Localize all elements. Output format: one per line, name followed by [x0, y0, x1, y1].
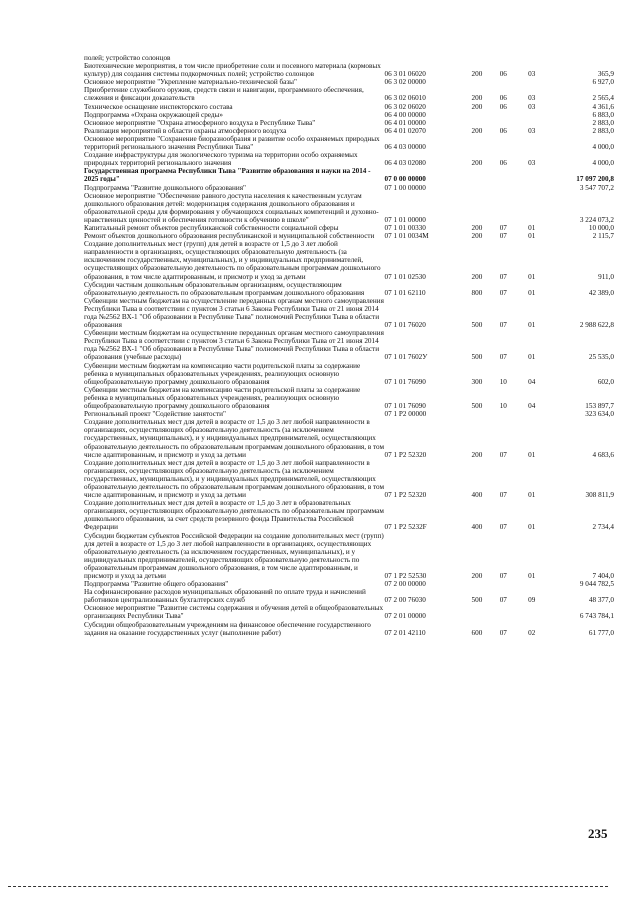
- cell-sum: 4 000,0: [592, 159, 614, 168]
- table-row: [84, 588, 614, 604]
- cell-rz: 07: [499, 450, 507, 459]
- cell-sum: 25 535,0: [588, 353, 614, 362]
- cell-name: Субсидии общеобразовательным учреждениям на финансовое обеспечение государственного задания на оказание государственных услуг (выполнение работ): [84, 620, 371, 637]
- cell-pr: 03: [528, 159, 536, 168]
- cell-kcsr: 07 1 P2 5232F: [384, 523, 427, 532]
- cell-name: Субвенции местным бюджетам на осуществление переданных органам местного самоуправления Республики Тыва в соответствии с пунктом 3 статьи 6 Закона Республики Тыва от 21 июня 2014 года №2562 ВХ-1 "Об образовании в Республике Тыва" полномочий Республики Тыва в области образования: [84, 296, 384, 330]
- cell-sum: 2 565,4: [592, 94, 614, 103]
- table-row: [84, 111, 614, 119]
- cell-kvr: 200: [471, 232, 483, 241]
- table-row: [84, 604, 614, 620]
- cell-pr: 01: [528, 491, 536, 500]
- cell-rz: 07: [499, 353, 507, 362]
- cell-sum: 6 743 784,1: [579, 612, 614, 621]
- cell-rz: [490, 111, 516, 119]
- cell-pr: [517, 78, 547, 86]
- cell-rz: 07: [499, 232, 507, 241]
- page-number: 235: [588, 826, 608, 841]
- cell-pr: [517, 604, 547, 620]
- table-row: [84, 151, 614, 167]
- table-row: [84, 418, 614, 458]
- cell-sum: 3 224 073,2: [579, 215, 614, 224]
- cell-kvr: 200: [471, 572, 483, 580]
- cell-name: Основное мероприятие "Охрана атмосферного воздуха в Республике Тыва": [84, 118, 316, 127]
- cell-rz: 06: [499, 159, 507, 168]
- cell-kvr: [464, 119, 490, 127]
- cell-name: Биотехнические мероприятия, в том числе приобретение соли и посевного материала (кормовых культур) для создания системы подкормочных полей; устройство солонцов: [84, 62, 381, 79]
- cell-pr: 01: [528, 232, 536, 241]
- cell-name: полей; устройство солонцов: [84, 54, 171, 62]
- table-row: [84, 78, 614, 86]
- cell-name: Основное мероприятие "Развитие системы содержания и обучения детей в общеобразовательных организациях Республики Тыва": [84, 604, 384, 621]
- cell-rz: [490, 54, 516, 62]
- cell-name: Подпрограмма "Развитие общего образования": [84, 580, 229, 589]
- cell-pr: 01: [528, 272, 536, 281]
- cell-name: Субвенции местным бюджетам на компенсацию части родительской платы за содержание ребенка в муниципальных образовательных учреждениях, реализующих основную общеобразовательную программу дошкольного образования: [84, 385, 361, 411]
- table-row: [84, 135, 614, 151]
- cell-sum: 6 927,0: [592, 78, 614, 87]
- cell-name: Региональный проект "Содействие занятости": [84, 410, 226, 419]
- cell-sum: 2 883,0: [592, 126, 614, 135]
- cell-name: Основное мероприятие "Сохранение биоразнообразия и развитие особо охраняемых природных территорий регионального значения Республики Тыва": [84, 134, 380, 152]
- cell-sum: 4 683,6: [592, 450, 614, 459]
- cell-pr: 01: [528, 321, 536, 330]
- cell-sum: 61 777,0: [588, 628, 614, 637]
- table-row: [84, 532, 614, 581]
- cell-name: Создание дополнительных мест для детей в возрасте от 1,5 до 3 лет любой направленности в организациях, осуществляющих образовательную деятельность (за исключением государственных, муниципальных), и у индивидуальных предпринимателей, осуществляющих образовательную деятельность по образовательным программам дошкольного образования, в том числе адаптированным, и присмотр и уход за детьми: [84, 418, 385, 459]
- cell-pr: 03: [528, 70, 536, 79]
- table-row: [84, 499, 614, 531]
- cell-pr: 01: [528, 288, 536, 297]
- cell-pr: [517, 192, 547, 224]
- cell-sum: 365,9: [597, 70, 614, 79]
- cell-rz: 07: [499, 321, 507, 330]
- cell-pr: 03: [528, 102, 536, 111]
- cell-sum: 17 097 200,8: [576, 175, 614, 184]
- cell-kvr: 200: [471, 159, 483, 168]
- cell-kcsr: 07 1 01 00000: [384, 215, 426, 224]
- cell-name: Создание дополнительных мест (групп) для детей в возрасте от 1,5 до 3 лет любой направленности в организациях, осуществляющих образовательную деятельность (за исключением государственных, муниципальных), и у индивидуальных предпринимателей, осуществляющих образовательную деятельность по образовательным программам дошкольного образования, в том числе адаптированным, и присмотр и уход за детьми: [84, 240, 381, 281]
- cell-name: Техническое оснащение инспекторского состава: [84, 102, 233, 111]
- cell-name: Создание инфраструктуры для экологического туризма на территории особо охраняемых природных территорий регионального значения: [84, 151, 358, 168]
- cell-kcsr: 07 1 P2 00000: [384, 410, 427, 419]
- cell-name: Реализация мероприятий в области охраны атмосферного воздуха: [84, 126, 287, 135]
- cell-rz: 10: [499, 402, 507, 411]
- table-row: [84, 184, 614, 192]
- cell-kcsr: 06 3 01 06020: [384, 70, 426, 79]
- table-row: [84, 281, 614, 297]
- cell-rz: 10: [499, 377, 507, 386]
- cell-kcsr: 07 1 01 76090: [384, 402, 426, 411]
- cell-rz: 06: [499, 70, 507, 79]
- table-row: [84, 224, 614, 232]
- cell-kcsr: 06 3 02 06010: [384, 94, 426, 103]
- cell-rz: [490, 184, 516, 192]
- cell-rz: 07: [499, 491, 507, 500]
- table-row: [84, 459, 614, 499]
- table-row: [84, 167, 614, 183]
- cell-kcsr: 07 1 01 0034М: [384, 232, 429, 241]
- cell-sum: [547, 54, 614, 62]
- cell-name: Государственная программа Республики Тыва "Развитие образования и науки на 2014 - 2025 годы": [84, 167, 371, 184]
- cell-sum: 4 361,6: [592, 102, 614, 111]
- budget-table: [84, 54, 614, 637]
- cell-name: Ремонт объектов дошкольного образования республиканской и муниципальной собственности: [84, 232, 375, 241]
- cell-sum: 9 044 782,5: [579, 580, 614, 589]
- cell-kcsr: 07 0 00 00000: [384, 175, 426, 184]
- cell-sum: 308 811,9: [585, 491, 614, 500]
- cell-rz: 06: [499, 126, 507, 135]
- cell-kvr: [464, 604, 490, 620]
- cell-kvr: 200: [471, 450, 483, 459]
- cell-kcsr: 07 1 01 76090: [384, 377, 426, 386]
- cell-sum: 2 115,7: [592, 232, 614, 241]
- cell-kvr: 800: [471, 288, 483, 297]
- cell-kcsr: 06 3 02 06020: [384, 102, 426, 111]
- cell-kcsr: 07 1 01 00330: [384, 223, 426, 232]
- cell-pr: [517, 135, 547, 151]
- cell-rz: [490, 135, 516, 151]
- cell-kvr: 300: [471, 377, 483, 386]
- cell-kvr: [464, 192, 490, 224]
- cell-name: Создание дополнительных мест для детей в возрасте от 1,5 до 3 лет в образовательных организациях, осуществляющих образовательную деятельность по образовательным программам дошкольного образования, за счет средств резервного фонда Правительства Российской Федерации: [84, 499, 384, 532]
- cell-rz: 07: [499, 523, 507, 532]
- cell-kvr: 200: [471, 272, 483, 281]
- cell-rz: [490, 410, 516, 418]
- cell-kvr: [464, 167, 490, 183]
- cell-kvr: 500: [471, 596, 483, 605]
- cell-kvr: [464, 111, 490, 119]
- cell-kvr: [464, 410, 490, 418]
- cell-kvr: 200: [471, 223, 483, 232]
- cell-pr: [517, 167, 547, 183]
- cell-pr: [517, 111, 547, 119]
- cell-name: Капитальный ремонт объектов республиканской собственности социальной сферы: [84, 223, 339, 232]
- cell-name: Основное мероприятие "Укрепление материально-технической базы": [84, 78, 297, 87]
- table-row: [84, 240, 614, 280]
- cell-kcsr: 06 4 01 00000: [384, 118, 426, 127]
- cell-sum: 7 404,0: [592, 572, 614, 580]
- cell-sum: 3 547 707,2: [579, 183, 614, 192]
- cell-kvr: 200: [471, 126, 483, 135]
- cell-pr: [517, 410, 547, 418]
- cell-pr: 01: [528, 572, 536, 580]
- cell-kcsr: 07 1 01 62110: [384, 288, 426, 297]
- cell-name: Субвенции местным бюджетам на компенсацию части родительской платы за содержание ребенка в муниципальных образовательных учреждениях, реализующих основную общеобразовательную программу дошкольного образования: [84, 361, 361, 386]
- cell-kcsr: 07 1 01 02530: [384, 272, 426, 281]
- cell-kvr: 500: [471, 353, 483, 362]
- table-row: [84, 232, 614, 240]
- table-row: [84, 329, 614, 361]
- cell-rz: 07: [499, 628, 507, 637]
- cell-pr: 03: [528, 126, 536, 135]
- cell-sum: 10 000,0: [588, 223, 614, 232]
- cell-rz: [490, 604, 516, 620]
- cell-pr: 03: [528, 94, 536, 103]
- cell-sum: 323 634,0: [585, 410, 614, 419]
- cell-rz: [490, 167, 516, 183]
- cell-pr: [517, 119, 547, 127]
- cell-sum: 2 734,4: [592, 523, 614, 532]
- cell-kcsr: [385, 54, 464, 62]
- cell-kcsr: 07 1 P2 52530: [384, 572, 427, 580]
- cell-rz: [490, 192, 516, 224]
- cell-name: Субсидии частным дошкольным образовательным организациям, осуществляющим образовательную деятельность по образовательным программам дошкольного образования: [84, 280, 365, 297]
- table-row: [84, 362, 614, 386]
- table-row: [84, 119, 614, 127]
- cell-kcsr: 07 2 00 00000: [384, 580, 426, 589]
- cell-sum: 4 000,0: [592, 143, 614, 152]
- cell-kcsr: 07 2 01 42110: [384, 628, 426, 637]
- cell-pr: 01: [528, 353, 536, 362]
- cell-kvr: 500: [471, 321, 483, 330]
- cell-kcsr: 07 2 00 76030: [384, 596, 426, 605]
- table-row: [84, 127, 614, 135]
- cell-rz: 07: [499, 596, 507, 605]
- cell-sum: 2 883,0: [592, 118, 614, 127]
- cell-name: На софинансирование расходов муниципальных образований по оплате труда и начислений работников централизованных бухгалтерских служб: [84, 588, 366, 605]
- cell-sum: 6 883,0: [592, 110, 614, 119]
- cell-kvr: 200: [471, 94, 483, 103]
- table-row: [84, 580, 614, 588]
- cell-sum: 42 389,0: [588, 288, 614, 297]
- cell-kvr: [464, 184, 490, 192]
- cell-kcsr: 06 4 03 02080: [384, 159, 426, 168]
- table-row: [84, 192, 614, 224]
- cell-kvr: 500: [471, 402, 483, 411]
- cell-rz: 07: [499, 572, 507, 580]
- cell-pr: 09: [528, 596, 536, 605]
- cell-pr: 01: [528, 223, 536, 232]
- cell-sum: 2 988 622,8: [579, 321, 614, 330]
- cell-kcsr: 06 4 00 00000: [384, 110, 426, 119]
- cell-kvr: [464, 78, 490, 86]
- cell-rz: 07: [499, 223, 507, 232]
- cell-kcsr: 07 1 01 76020: [384, 321, 426, 330]
- cell-name: Основное мероприятие "Обеспечение равного доступа населения к качественным услугам дошкольного образования детей: модернизация содержания дошкольного образования и образовательной среды для формирования у обучающихся социальных компетенций и духовно-нравственных ценностей и обеспечения готовности к обучению в школе": [84, 191, 379, 224]
- cell-name: Субвенции местным бюджетам на осуществление переданных органам местного самоуправления Республики Тыва в соответствии с пунктом 3 статьи 6 Закона Республики Тыва от 21 июня 2014 года №2562 ВХ-1 "Об образовании в Республике Тыва" полномочий Республики Тыва в области образования (учебные расходы): [84, 329, 384, 362]
- cell-kvr: 600: [471, 628, 483, 637]
- cell-sum: 48 377,0: [588, 596, 614, 605]
- cell-name: Подпрограмма "Развитие дошкольного образования": [84, 183, 246, 192]
- table-row: [84, 103, 614, 111]
- cell-name: Создание дополнительных мест для детей в возрасте от 1,5 до 3 лет любой направленности в организациях, осуществляющих образовательную деятельность (за исключением государственных, муниципальных), и у индивидуальных предпринимателей, осуществляющих образовательную деятельность по образовательным программам дошкольного образования, в том числе адаптированным, и присмотр и уход за детьми: [84, 458, 385, 500]
- cell-kcsr: 07 1 P2 52320: [384, 491, 427, 500]
- cell-kvr: 200: [471, 102, 483, 111]
- cell-rz: [490, 78, 516, 86]
- cell-kvr: 200: [471, 70, 483, 79]
- cell-kcsr: 07 1 P2 52320: [384, 450, 427, 459]
- table-row: [84, 410, 614, 418]
- cell-kvr: [464, 54, 490, 62]
- cell-kcsr: 06 4 03 00000: [384, 143, 426, 152]
- cell-kvr: [464, 135, 490, 151]
- cell-sum: 911,0: [598, 272, 614, 281]
- cell-kvr: 400: [471, 523, 483, 532]
- cell-rz: 07: [499, 272, 507, 281]
- cell-pr: 01: [528, 450, 536, 459]
- table-row: [84, 386, 614, 410]
- cell-pr: 01: [528, 523, 536, 532]
- cell-pr: 04: [528, 402, 536, 411]
- cell-kcsr: 06 4 01 02070: [384, 126, 426, 135]
- cell-sum: 153 897,7: [585, 402, 614, 411]
- table-row: [84, 621, 614, 637]
- cell-kcsr: 07 2 01 00000: [384, 612, 426, 621]
- footer-dashed-line: [8, 886, 608, 889]
- cell-name: Подпрограмма «Охрана окружающей среды»: [84, 110, 223, 119]
- cell-rz: 06: [499, 102, 507, 111]
- cell-pr: [517, 184, 547, 192]
- cell-kcsr: 07 1 01 7602У: [384, 353, 428, 362]
- cell-rz: 06: [499, 94, 507, 103]
- cell-pr: [517, 580, 547, 588]
- table-row: [84, 86, 614, 102]
- table-row: [84, 54, 614, 62]
- cell-sum: 602,0: [597, 377, 614, 386]
- table-row: [84, 297, 614, 329]
- cell-kvr: [464, 580, 490, 588]
- cell-kcsr: 06 3 02 00000: [384, 78, 426, 87]
- cell-rz: [490, 119, 516, 127]
- cell-name: Субсидии бюджетам субъектов Российской Федерации на создание дополнительных мест (групп) для детей в возрасте от 1,5 до 3 лет любой направленности в организациях, осуществляющих образовательную деятельность (за исключением государственных, муниципальных), и у индивидуальных предпринимателей, осуществляющих образовательную деятельность по образовательным программам дошкольного образования, в том числе адаптированным, и присмотр и уход за детьми: [84, 531, 384, 580]
- cell-pr: 02: [528, 628, 536, 637]
- cell-kvr: 400: [471, 491, 483, 500]
- budget-table-body: [84, 54, 614, 637]
- cell-kcsr: 07 1 00 00000: [384, 183, 426, 192]
- cell-rz: 07: [499, 288, 507, 297]
- cell-rz: [490, 580, 516, 588]
- cell-pr: [517, 54, 547, 62]
- cell-pr: 04: [528, 377, 536, 386]
- cell-name: Приобретение служебного оружия, средств связи и навигации, программного обеспечения, слежения и фиксации доказательств: [84, 86, 364, 103]
- table-row: [84, 62, 614, 78]
